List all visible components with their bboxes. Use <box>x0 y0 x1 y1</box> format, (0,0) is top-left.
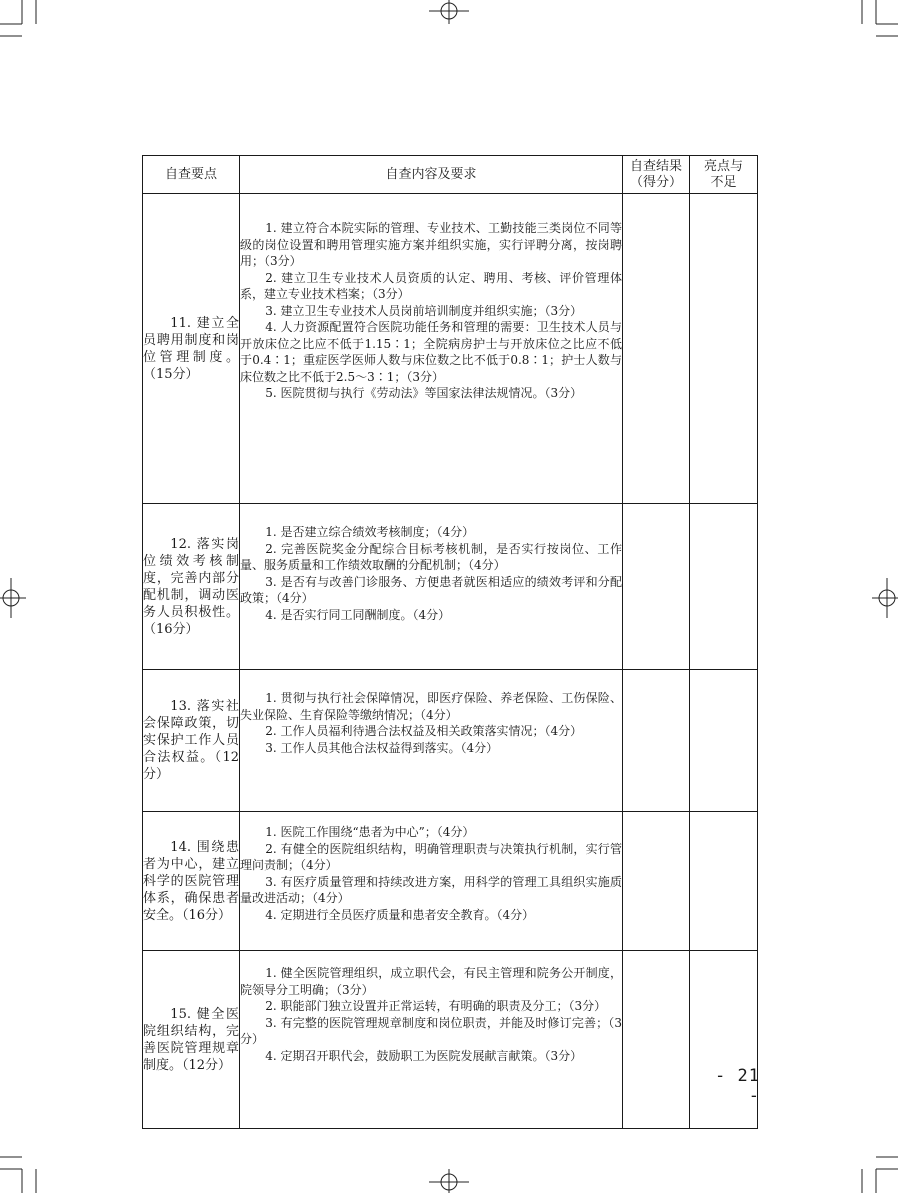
check-item: 1. 健全医院管理组织，成立职代会，有民主管理和院务公开制度，院领导分工明确；（3分） <box>240 966 622 997</box>
check-point-cell <box>143 951 240 1129</box>
result-cell[interactable] <box>623 812 690 951</box>
check-item: 4. 是否实行同工同酬制度。（4分） <box>265 607 451 622</box>
self-check-table <box>142 155 758 1129</box>
check-content-cell <box>240 670 623 812</box>
check-item: 1. 建立符合本院实际的管理、专业技术、工勤技能三类岗位不同等级的岗位设置和聘用管理实施方案并组织实施，实行评聘分离，按岗聘用；（3分） <box>240 221 622 268</box>
crop-mark-icon <box>0 0 36 36</box>
table-row <box>143 194 758 504</box>
check-item: 4. 人力资源配置符合医院功能任务和管理的需要：卫生技术人员与开放床位之比应不低于1.15∶1；全院病房护士与开放床位之比应不低于0.4∶1；重症医学医师人数与床位数之比不低于0.8∶1；护士人数与床位数之比不低于2.5～3∶1；（3分） <box>240 320 622 384</box>
check-item: 2. 工作人员福利待遇合法权益及相关政策落实情况；（4分） <box>265 724 583 738</box>
highlights-cell[interactable] <box>690 812 758 951</box>
check-point-cell <box>143 504 240 670</box>
table-header-row <box>143 156 758 194</box>
header-highlights <box>690 156 758 194</box>
highlights-cell[interactable] <box>690 194 758 504</box>
check-point-text: 14. 围绕患者为中心，建立科学的医院管理体系，确保患者安全。（16分） <box>143 839 239 923</box>
check-point-cell <box>143 812 240 951</box>
check-point-text: 12. 落实岗位绩效考核制度，完善内部分配机制，调动医务人员积极性。（16分） <box>143 536 239 637</box>
check-point-text: 15. 健全医院组织结构，完善医院管理规章制度。（12分） <box>143 1006 239 1073</box>
check-point-text: 13. 落实社会保障政策，切实保护工作人员合法权益。（12分） <box>143 699 239 782</box>
check-item: 2. 完善医院奖金分配综合目标考核机制，是否实行按岗位、工作量、服务质量和工作绩效取酬的分配机制；（4分） <box>240 541 622 572</box>
crosshair-registration-icon <box>872 578 898 618</box>
crosshair-registration-icon <box>429 1169 469 1193</box>
check-item: 4. 定期召开职代会，鼓励职工为医院发展献言献策。（3分） <box>265 1048 583 1063</box>
check-item: 3. 是否有与改善门诊服务、方便患者就医相适应的绩效考评和分配政策；（4分） <box>240 574 622 605</box>
result-cell[interactable] <box>623 504 690 670</box>
check-content-cell <box>240 812 623 951</box>
check-item: 5. 医院贯彻与执行《劳动法》等国家法律法规情况。（3分） <box>265 386 583 400</box>
check-item: 2. 有健全的医院组织结构，明确管理职责与决策执行机制，实行管理问责制；（4分） <box>240 841 622 872</box>
check-point-cell <box>143 194 240 504</box>
check-point-cell <box>143 670 240 812</box>
result-cell[interactable] <box>623 951 690 1129</box>
check-point-text: 11. 建立全员聘用制度和岗位管理制度。（15分） <box>143 315 239 382</box>
result-cell[interactable] <box>623 194 690 504</box>
check-item: 1. 是否建立综合绩效考核制度；（4分） <box>265 525 475 539</box>
header-result-label: 自查结果（得分） <box>629 158 682 190</box>
table-row <box>143 670 758 812</box>
page-number: - 21 - <box>715 1066 760 1106</box>
header-point: 自查要点 <box>143 156 240 194</box>
highlights-cell[interactable] <box>690 504 758 670</box>
check-item: 3. 有完整的医院管理规章制度和岗位职责，并能及时修订完善；（3分） <box>240 1015 622 1046</box>
check-item: 3. 工作人员其他合法权益得到落实。（4分） <box>265 740 499 755</box>
crosshair-registration-icon <box>0 578 26 618</box>
crosshair-registration-icon <box>429 0 469 24</box>
table-row <box>143 504 758 670</box>
header-result <box>623 156 690 194</box>
check-item: 4. 定期进行全员医疗质量和患者安全教育。（4分） <box>265 907 535 922</box>
check-content-cell <box>240 504 623 670</box>
table-row <box>143 812 758 951</box>
check-content-cell <box>240 951 623 1129</box>
crop-mark-icon <box>862 1157 898 1193</box>
crop-mark-icon <box>862 0 898 36</box>
crop-mark-icon <box>0 1157 36 1193</box>
check-content-cell <box>240 194 623 504</box>
check-item: 2. 职能部门独立设置并正常运转，有明确的职责及分工；（3分） <box>265 999 607 1013</box>
check-item: 3. 有医疗质量管理和持续改进方案，用科学的管理工具组织实施质量改进活动；（4分） <box>240 874 622 905</box>
check-item: 1. 医院工作围绕“患者为中心”；（4分） <box>265 825 475 839</box>
check-item: 3. 建立卫生专业技术人员岗前培训制度并组织实施；（3分） <box>265 303 583 318</box>
header-highlights-label: 亮点与不足 <box>704 158 744 190</box>
check-item: 1. 贯彻与执行社会保障情况，即医疗保险、养老保险、工伤保险、失业保险、生育保险等缴纳情况；（4分） <box>240 691 622 722</box>
header-content: 自查内容及要求 <box>240 156 623 194</box>
table-row <box>143 951 758 1129</box>
highlights-cell[interactable] <box>690 670 758 812</box>
result-cell[interactable] <box>623 670 690 812</box>
check-item: 2. 建立卫生专业技术人员资质的认定、聘用、考核、评价管理体系，建立专业技术档案；（3分） <box>240 270 622 301</box>
